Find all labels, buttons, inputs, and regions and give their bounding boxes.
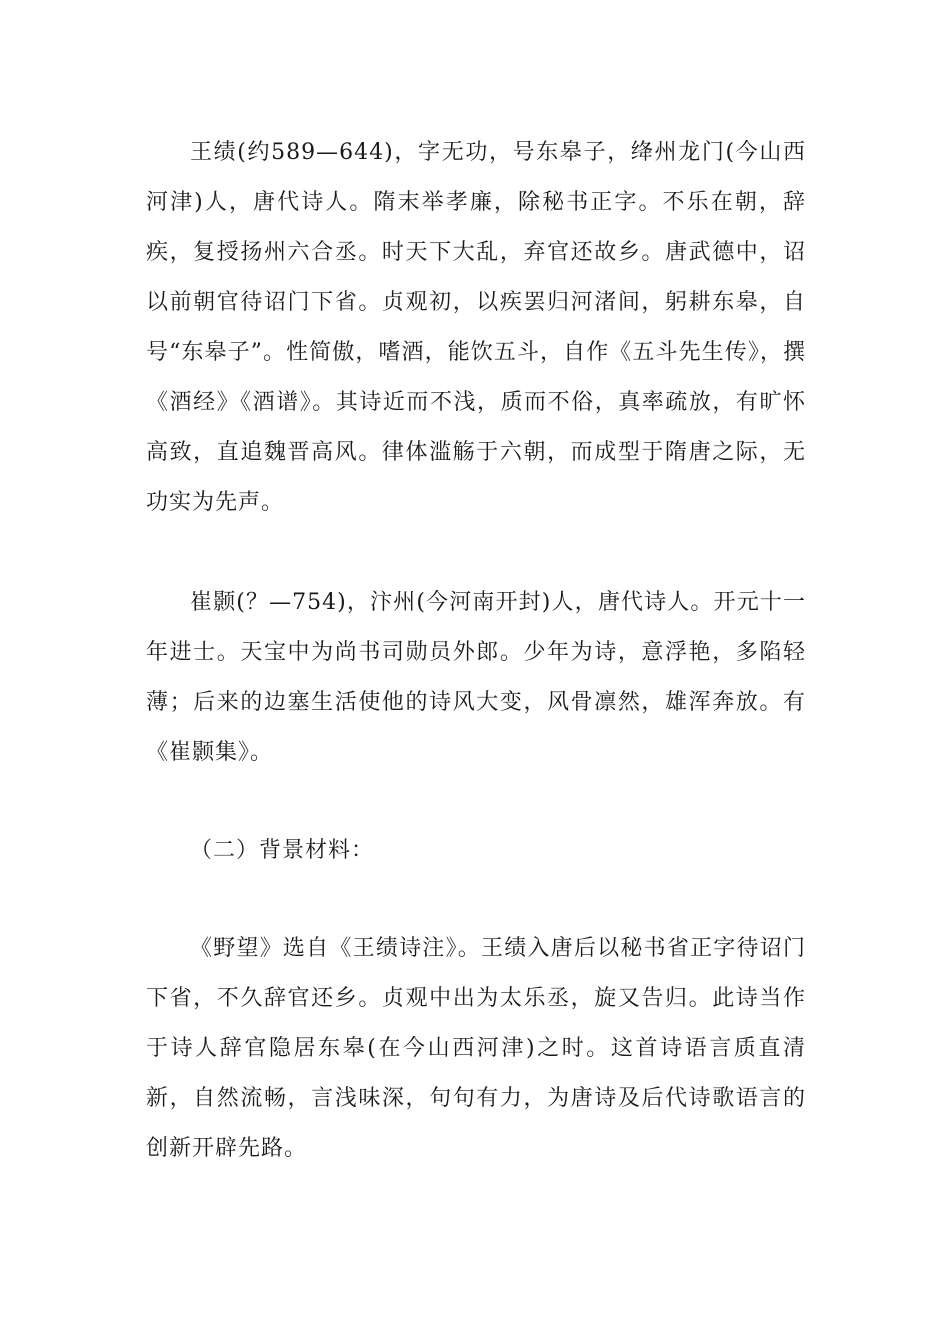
paragraph-background-material: 《野望》选自《王绩诗注》。王绩入唐后以秘书省正字待诏门下省，不久辞官还乡。贞观中出为太乐丞，旋又告归。此诗当作于诗人辞官隐居东皋(在今山西河津)之时。这首诗语言质直清新，自然流畅，言浅味深，句句有力，为唐诗及后代诗歌语言的创新开辟先路。	[146, 936, 806, 1161]
paragraph-wang-ji-bio: 王绩(约589—644)，字无功，号东皋子，绛州龙门(今山西河津)人，唐代诗人。隋末举孝廉，除秘书正字。不乐在朝，辞疾，复授扬州六合丞。时天下大乱，弃官还故乡。唐武德中，诏以前朝官待诏门下省。贞观初，以疾罢归河渚间，躬耕东皋，自号“东皋子”。性简傲，嗜酒，能饮五斗，自作《五斗先生传》，撰《酒经》《酒谱》。其诗近而不浅，质而不俗，真率疏放，有旷怀高致，直追魏晋高风。律体滥觞于六朝，而成型于隋唐之际，无功实为先声。	[146, 140, 806, 515]
section-heading-background: （二）背景材料：	[190, 838, 375, 863]
paragraph-cui-hao-bio: 崔颢(？—754)，汴州(今河南开封)人，唐代诗人。开元十一年进士。天宝中为尚书司勋员外郎。少年为诗，意浮艳，多陷轻薄；后来的边塞生活使他的诗风大变，风骨凛然，雄浑奔放。有《崔颢集》。	[146, 590, 806, 765]
